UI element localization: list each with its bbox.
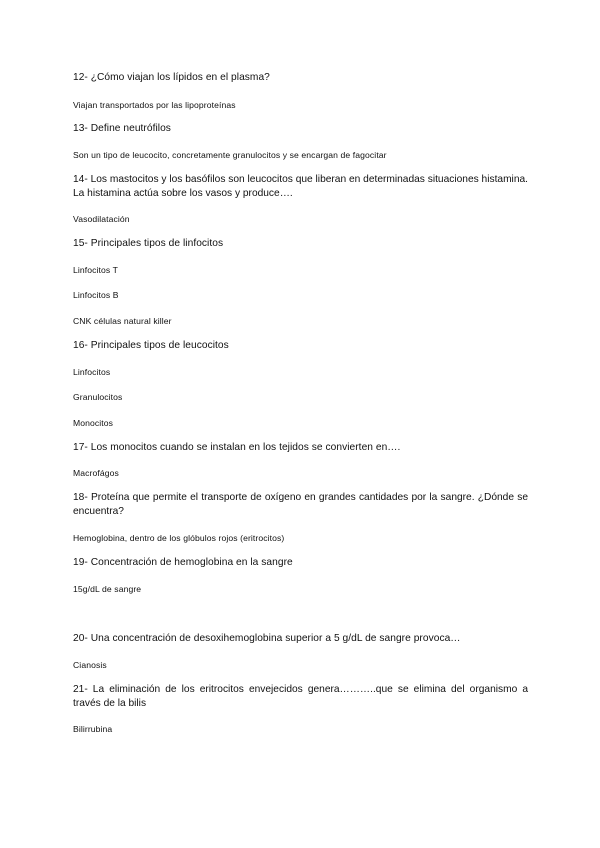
answer-21: Bilirrubina — [73, 724, 113, 734]
answer-15-2: Linfocitos B — [73, 290, 119, 300]
question-16: 16- Principales tipos de leucocitos — [73, 340, 229, 351]
answer-13: Son un tipo de leucocito, concretamente granulocitos y se encargan de fagocitar — [73, 150, 387, 160]
answer-16-1: Linfocitos — [73, 367, 111, 377]
answer-14: Vasodilatación — [73, 214, 130, 224]
question-17: 17- Los monocitos cuando se instalan en los tejidos se convierten en…. — [73, 442, 401, 453]
question-20: 20- Una concentración de desoxihemoglobina superior a 5 g/dL de sangre provoca… — [73, 633, 461, 644]
question-18: 18- Proteína que permite el transporte de oxígeno en grandes cantidades por la sangre. ¿Dónde se encuentra? — [73, 492, 528, 517]
answer-12: Viajan transportados por las lipoproteínas — [73, 100, 236, 110]
answer-15-3: CNK células natural killer — [73, 316, 172, 326]
question-21: 21- La eliminación de los eritrocitos envejecidos genera………..que se elimina del organismo a través de la bilis — [73, 684, 528, 709]
question-19: 19- Concentración de hemoglobina en la sangre — [73, 557, 293, 568]
question-13: 13- Define neutrófilos — [73, 123, 171, 134]
answer-18: Hemoglobina, dentro de los glóbulos rojos (eritrocitos) — [73, 533, 285, 543]
question-15: 15- Principales tipos de linfocitos — [73, 238, 224, 249]
answer-16-2: Granulocitos — [73, 392, 123, 402]
answer-16-3: Monocitos — [73, 418, 114, 428]
answer-19: 15g/dL de sangre — [73, 584, 142, 594]
question-12: 12- ¿Cómo viajan los lípidos en el plasma? — [73, 72, 270, 83]
answer-17: Macrofágos — [73, 468, 119, 478]
question-14: 14- Los mastocitos y los basófilos son leucocitos que liberan en determinadas situaciones histamina. La histamina actúa sobre los vasos y produce…. — [73, 174, 528, 199]
answer-15-1: Linfocitos T — [73, 265, 118, 275]
answer-20: Cianosis — [73, 660, 107, 670]
